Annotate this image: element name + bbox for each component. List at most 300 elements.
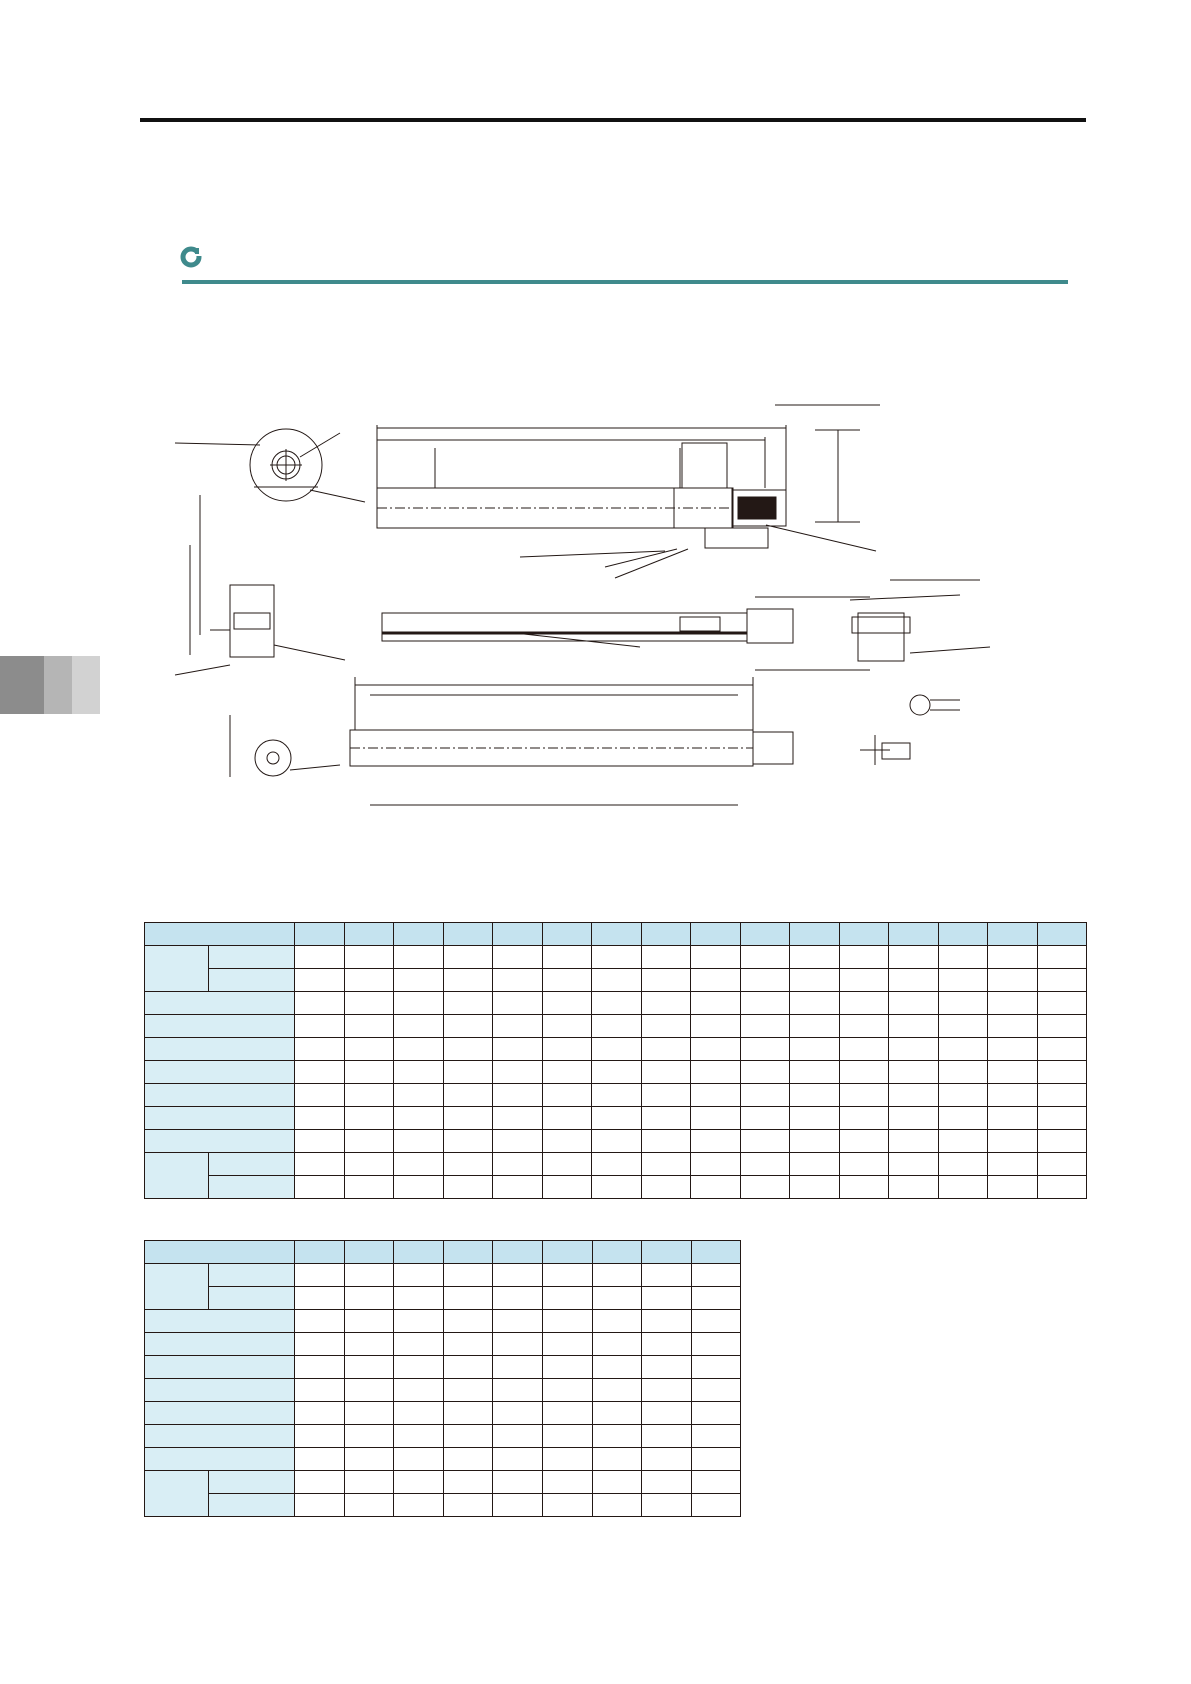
table-header-cell xyxy=(790,923,840,946)
table-row xyxy=(145,1038,1087,1061)
table-cell xyxy=(889,1153,939,1176)
table-row xyxy=(145,1310,741,1333)
table-cell xyxy=(542,1264,592,1287)
table-cell xyxy=(344,1176,394,1199)
table-cell xyxy=(641,992,691,1015)
table-cell xyxy=(641,1176,691,1199)
dimension-drawing xyxy=(170,385,1050,835)
table-cell xyxy=(642,1310,692,1333)
table-cell xyxy=(592,1107,642,1130)
table-label-cell xyxy=(145,1379,295,1402)
table-cell xyxy=(691,1038,741,1061)
table-cell xyxy=(938,1038,988,1061)
table-label-cell xyxy=(209,1287,295,1310)
table-row xyxy=(145,1356,741,1379)
table-cell xyxy=(493,1176,543,1199)
table-label-cell xyxy=(145,1084,295,1107)
table-label-cell xyxy=(145,1015,295,1038)
table-header-cell xyxy=(691,923,741,946)
table-cell xyxy=(592,1310,642,1333)
table-cell xyxy=(790,946,840,969)
table-cell xyxy=(592,1038,642,1061)
table-cell xyxy=(642,1264,692,1287)
table-cell xyxy=(295,1471,345,1494)
table-label-cell xyxy=(209,1153,295,1176)
table-cell xyxy=(394,1084,444,1107)
table-cell xyxy=(1037,992,1087,1015)
table-cell xyxy=(592,1015,642,1038)
table-cell xyxy=(493,969,543,992)
table-cell xyxy=(443,1084,493,1107)
table-cell xyxy=(394,1287,444,1310)
table-cell xyxy=(839,992,889,1015)
table-cell xyxy=(443,992,493,1015)
table-cell xyxy=(493,1471,543,1494)
table-header-cell xyxy=(493,923,543,946)
top-rule xyxy=(140,118,1086,122)
table-cell xyxy=(493,1402,543,1425)
table-cell xyxy=(592,1130,642,1153)
table-header-cell xyxy=(642,1241,692,1264)
table-cell xyxy=(542,1356,592,1379)
table-cell xyxy=(394,1015,444,1038)
table-cell xyxy=(394,1425,444,1448)
table-cell xyxy=(641,1038,691,1061)
left-end-view xyxy=(175,495,345,675)
table-label-cell xyxy=(145,992,295,1015)
table-cell xyxy=(592,1379,642,1402)
table-cell xyxy=(295,1356,345,1379)
table-cell xyxy=(988,1015,1038,1038)
table-label-cell xyxy=(145,1310,295,1333)
table-cell xyxy=(493,1310,543,1333)
table-cell xyxy=(592,1153,642,1176)
table-cell xyxy=(790,969,840,992)
table-cell xyxy=(542,1471,592,1494)
table-label-cell xyxy=(145,1402,295,1425)
table-cell xyxy=(295,992,345,1015)
table-cell xyxy=(988,1153,1038,1176)
table-cell xyxy=(592,992,642,1015)
table-cell xyxy=(988,1176,1038,1199)
table-cell xyxy=(740,1153,790,1176)
table-cell xyxy=(938,1061,988,1084)
table-label-cell xyxy=(145,1061,295,1084)
table-cell xyxy=(790,1130,840,1153)
table-cell xyxy=(839,946,889,969)
table-cell xyxy=(691,1333,741,1356)
table-cell xyxy=(938,1153,988,1176)
table-cell xyxy=(592,1471,642,1494)
spec-table-2 xyxy=(144,1240,741,1517)
table-cell xyxy=(642,1287,692,1310)
table-cell xyxy=(790,1107,840,1130)
table-cell xyxy=(493,992,543,1015)
table-label-cell xyxy=(209,969,295,992)
table-cell xyxy=(443,1038,493,1061)
table-cell xyxy=(394,1176,444,1199)
table-row xyxy=(145,1287,741,1310)
table-cell xyxy=(493,1153,543,1176)
table-cell xyxy=(542,1333,592,1356)
table-cell xyxy=(790,992,840,1015)
table-header-cell xyxy=(394,923,444,946)
table-cell xyxy=(691,992,741,1015)
table-cell xyxy=(790,1084,840,1107)
table-cell xyxy=(691,1264,741,1287)
small-section-detail xyxy=(860,735,910,765)
table-cell xyxy=(592,1448,642,1471)
table-cell xyxy=(740,1061,790,1084)
table-cell xyxy=(394,1402,444,1425)
table-cell xyxy=(394,946,444,969)
table-cell xyxy=(641,1107,691,1130)
table-cell xyxy=(344,1471,394,1494)
table-cell xyxy=(295,946,345,969)
table-cell xyxy=(988,1107,1038,1130)
table-header-cell xyxy=(542,923,592,946)
table-cell xyxy=(344,1038,394,1061)
table-cell xyxy=(889,969,939,992)
table-label-cell xyxy=(145,1153,209,1199)
table-label-cell xyxy=(209,1471,295,1494)
table-cell xyxy=(443,1402,493,1425)
table-cell xyxy=(394,1379,444,1402)
table-cell xyxy=(1037,1153,1087,1176)
table-cell xyxy=(889,1130,939,1153)
table-row xyxy=(145,1153,1087,1176)
table-cell xyxy=(542,946,592,969)
table-cell xyxy=(443,969,493,992)
table-cell xyxy=(295,1130,345,1153)
table-cell xyxy=(691,1061,741,1084)
table-cell xyxy=(592,1287,642,1310)
table-header-cell xyxy=(938,923,988,946)
table-cell xyxy=(691,1015,741,1038)
table-cell xyxy=(790,1038,840,1061)
table-row xyxy=(145,1333,741,1356)
table-cell xyxy=(839,969,889,992)
table-cell xyxy=(641,1153,691,1176)
table-cell xyxy=(889,1176,939,1199)
table-header-cell xyxy=(295,923,345,946)
right-end-view xyxy=(850,580,990,715)
table-label-cell xyxy=(145,946,209,992)
table-row xyxy=(145,1425,741,1448)
table-cell xyxy=(493,1015,543,1038)
table-cell xyxy=(443,1015,493,1038)
table-cell xyxy=(542,1038,592,1061)
table-cell xyxy=(691,1356,741,1379)
table-header-cell xyxy=(740,923,790,946)
table-cell xyxy=(394,1107,444,1130)
table-cell xyxy=(642,1448,692,1471)
table-cell xyxy=(344,969,394,992)
table-cell xyxy=(542,1287,592,1310)
table-cell xyxy=(592,1425,642,1448)
table-cell xyxy=(542,1061,592,1084)
table-cell xyxy=(295,969,345,992)
side-tab-mid xyxy=(44,656,72,714)
table-cell xyxy=(1037,1130,1087,1153)
table-cell xyxy=(344,1061,394,1084)
table-cell xyxy=(344,1015,394,1038)
table-cell xyxy=(493,1061,543,1084)
table-label-cell xyxy=(209,946,295,969)
table-cell xyxy=(443,1356,493,1379)
table-cell xyxy=(344,1287,394,1310)
detail-circle-view xyxy=(175,429,365,502)
table-cell xyxy=(295,1494,345,1517)
table-cell xyxy=(592,1084,642,1107)
table-cell xyxy=(394,1333,444,1356)
table-header-cell xyxy=(344,1241,394,1264)
table-cell xyxy=(542,1494,592,1517)
table-cell xyxy=(938,946,988,969)
table-cell xyxy=(889,1015,939,1038)
table-cell xyxy=(988,1061,1038,1084)
table-header-cell xyxy=(295,1241,345,1264)
bottom-view-actuator xyxy=(230,677,793,805)
table-label-cell xyxy=(145,1425,295,1448)
table-cell xyxy=(295,1402,345,1425)
table-cell xyxy=(889,1084,939,1107)
table-cell xyxy=(691,1130,741,1153)
section-rule xyxy=(182,280,1068,284)
table-cell xyxy=(889,946,939,969)
table-cell xyxy=(542,1379,592,1402)
table-cell xyxy=(641,969,691,992)
table-cell xyxy=(691,1310,741,1333)
table-cell xyxy=(691,1176,741,1199)
table-cell xyxy=(542,969,592,992)
table-cell xyxy=(493,1264,543,1287)
table-cell xyxy=(295,1038,345,1061)
table-cell xyxy=(988,1084,1038,1107)
table-header-row xyxy=(145,1241,741,1264)
table-cell xyxy=(691,1471,741,1494)
table-label-cell xyxy=(209,1176,295,1199)
table-cell xyxy=(691,1425,741,1448)
table-cell xyxy=(1037,1176,1087,1199)
table-cell xyxy=(740,1176,790,1199)
table-cell xyxy=(443,946,493,969)
table-cell xyxy=(641,1061,691,1084)
table-cell xyxy=(691,1287,741,1310)
table-cell xyxy=(542,1310,592,1333)
table-cell xyxy=(691,969,741,992)
table-cell xyxy=(938,1015,988,1038)
table-cell xyxy=(493,1379,543,1402)
table-row xyxy=(145,1107,1087,1130)
table-row xyxy=(145,946,1087,969)
table-cell xyxy=(740,1038,790,1061)
table-cell xyxy=(295,1264,345,1287)
table-cell xyxy=(394,1038,444,1061)
table-cell xyxy=(642,1471,692,1494)
table-cell xyxy=(344,1494,394,1517)
ring-icon xyxy=(180,246,202,268)
table-row xyxy=(145,969,1087,992)
table-cell xyxy=(394,1310,444,1333)
table-cell xyxy=(344,1356,394,1379)
side-view-actuator xyxy=(382,597,870,670)
table-cell xyxy=(394,1494,444,1517)
table-cell xyxy=(344,1084,394,1107)
table-header-cell xyxy=(344,923,394,946)
table-header-cell xyxy=(691,1241,741,1264)
table-cell xyxy=(344,1107,394,1130)
table-cell xyxy=(344,1333,394,1356)
table-cell xyxy=(542,1015,592,1038)
table-cell xyxy=(642,1379,692,1402)
table-cell xyxy=(1037,1084,1087,1107)
table-row xyxy=(145,1084,1087,1107)
table-cell xyxy=(295,1153,345,1176)
table-header-cell xyxy=(988,923,1038,946)
table-cell xyxy=(394,1356,444,1379)
table-header-cell xyxy=(145,1241,295,1264)
table-header-row xyxy=(145,923,1087,946)
table-cell xyxy=(1037,1061,1087,1084)
table-cell xyxy=(344,1153,394,1176)
table-cell xyxy=(889,1107,939,1130)
table-cell xyxy=(691,1084,741,1107)
table-cell xyxy=(344,946,394,969)
table-header-cell xyxy=(542,1241,592,1264)
table-label-cell xyxy=(209,1264,295,1287)
table-cell xyxy=(740,992,790,1015)
table-header-cell xyxy=(592,923,642,946)
table-label-cell xyxy=(145,1471,209,1517)
table-cell xyxy=(839,1176,889,1199)
table-cell xyxy=(592,1264,642,1287)
table-cell xyxy=(493,1356,543,1379)
table-cell xyxy=(642,1425,692,1448)
table-cell xyxy=(1037,969,1087,992)
table-cell xyxy=(542,1130,592,1153)
table-cell xyxy=(394,1130,444,1153)
table-cell xyxy=(790,1153,840,1176)
table-cell xyxy=(542,1084,592,1107)
table-row xyxy=(145,1402,741,1425)
table-cell xyxy=(839,1038,889,1061)
table-label-cell xyxy=(145,1107,295,1130)
table-cell xyxy=(691,1448,741,1471)
table-row xyxy=(145,1061,1087,1084)
table-cell xyxy=(443,1448,493,1471)
table-cell xyxy=(295,1107,345,1130)
table-cell xyxy=(344,1425,394,1448)
table-cell xyxy=(493,1038,543,1061)
table-cell xyxy=(641,946,691,969)
table-cell xyxy=(642,1356,692,1379)
table-cell xyxy=(839,1153,889,1176)
table-cell xyxy=(443,1310,493,1333)
table-cell xyxy=(542,1176,592,1199)
table-cell xyxy=(493,1333,543,1356)
table-cell xyxy=(295,1015,345,1038)
table-cell xyxy=(988,969,1038,992)
table-cell xyxy=(394,992,444,1015)
table-cell xyxy=(344,1379,394,1402)
side-tab-light xyxy=(72,656,100,714)
table-cell xyxy=(542,1153,592,1176)
table-cell xyxy=(295,1310,345,1333)
table-cell xyxy=(493,1448,543,1471)
top-view-actuator xyxy=(377,405,880,578)
table-row xyxy=(145,1379,741,1402)
table-cell xyxy=(542,1425,592,1448)
table-label-cell xyxy=(145,1038,295,1061)
table-cell xyxy=(443,1107,493,1130)
table-row xyxy=(145,1264,741,1287)
table-cell xyxy=(493,1130,543,1153)
table-label-cell xyxy=(145,1356,295,1379)
table-cell xyxy=(642,1494,692,1517)
table-cell xyxy=(493,1494,543,1517)
table-cell xyxy=(691,1153,741,1176)
spec-table-1 xyxy=(144,922,1087,1199)
table-cell xyxy=(1037,946,1087,969)
table-cell xyxy=(740,946,790,969)
table-row xyxy=(145,1015,1087,1038)
table-header-cell xyxy=(493,1241,543,1264)
table-cell xyxy=(443,1264,493,1287)
table-cell xyxy=(443,1379,493,1402)
table-cell xyxy=(344,1264,394,1287)
table-cell xyxy=(691,1402,741,1425)
table-cell xyxy=(443,1153,493,1176)
table-cell xyxy=(443,1333,493,1356)
table-cell xyxy=(443,1471,493,1494)
table-row xyxy=(145,992,1087,1015)
table-cell xyxy=(691,1379,741,1402)
table-cell xyxy=(839,1107,889,1130)
table-header-cell xyxy=(889,923,939,946)
table-header-cell xyxy=(1037,923,1087,946)
table-cell xyxy=(295,1425,345,1448)
table-cell xyxy=(790,1015,840,1038)
table-cell xyxy=(790,1061,840,1084)
table-cell xyxy=(443,1176,493,1199)
table-header-cell xyxy=(592,1241,642,1264)
table-label-cell xyxy=(209,1494,295,1517)
table-cell xyxy=(740,1015,790,1038)
table-header-cell xyxy=(394,1241,444,1264)
table-cell xyxy=(938,1107,988,1130)
table-cell xyxy=(642,1333,692,1356)
table-cell xyxy=(295,1176,345,1199)
table-cell xyxy=(938,1084,988,1107)
table-cell xyxy=(542,1107,592,1130)
table-cell xyxy=(443,1061,493,1084)
table-cell xyxy=(443,1425,493,1448)
table-row xyxy=(145,1448,741,1471)
table-cell xyxy=(740,1107,790,1130)
table-cell xyxy=(642,1402,692,1425)
table-cell xyxy=(592,1061,642,1084)
table-cell xyxy=(988,992,1038,1015)
table-cell xyxy=(493,946,543,969)
table-cell xyxy=(839,1084,889,1107)
table-header-cell xyxy=(443,1241,493,1264)
table-cell xyxy=(1037,1015,1087,1038)
table-cell xyxy=(493,1107,543,1130)
table-cell xyxy=(839,1015,889,1038)
table-cell xyxy=(394,1471,444,1494)
table-cell xyxy=(295,1333,345,1356)
